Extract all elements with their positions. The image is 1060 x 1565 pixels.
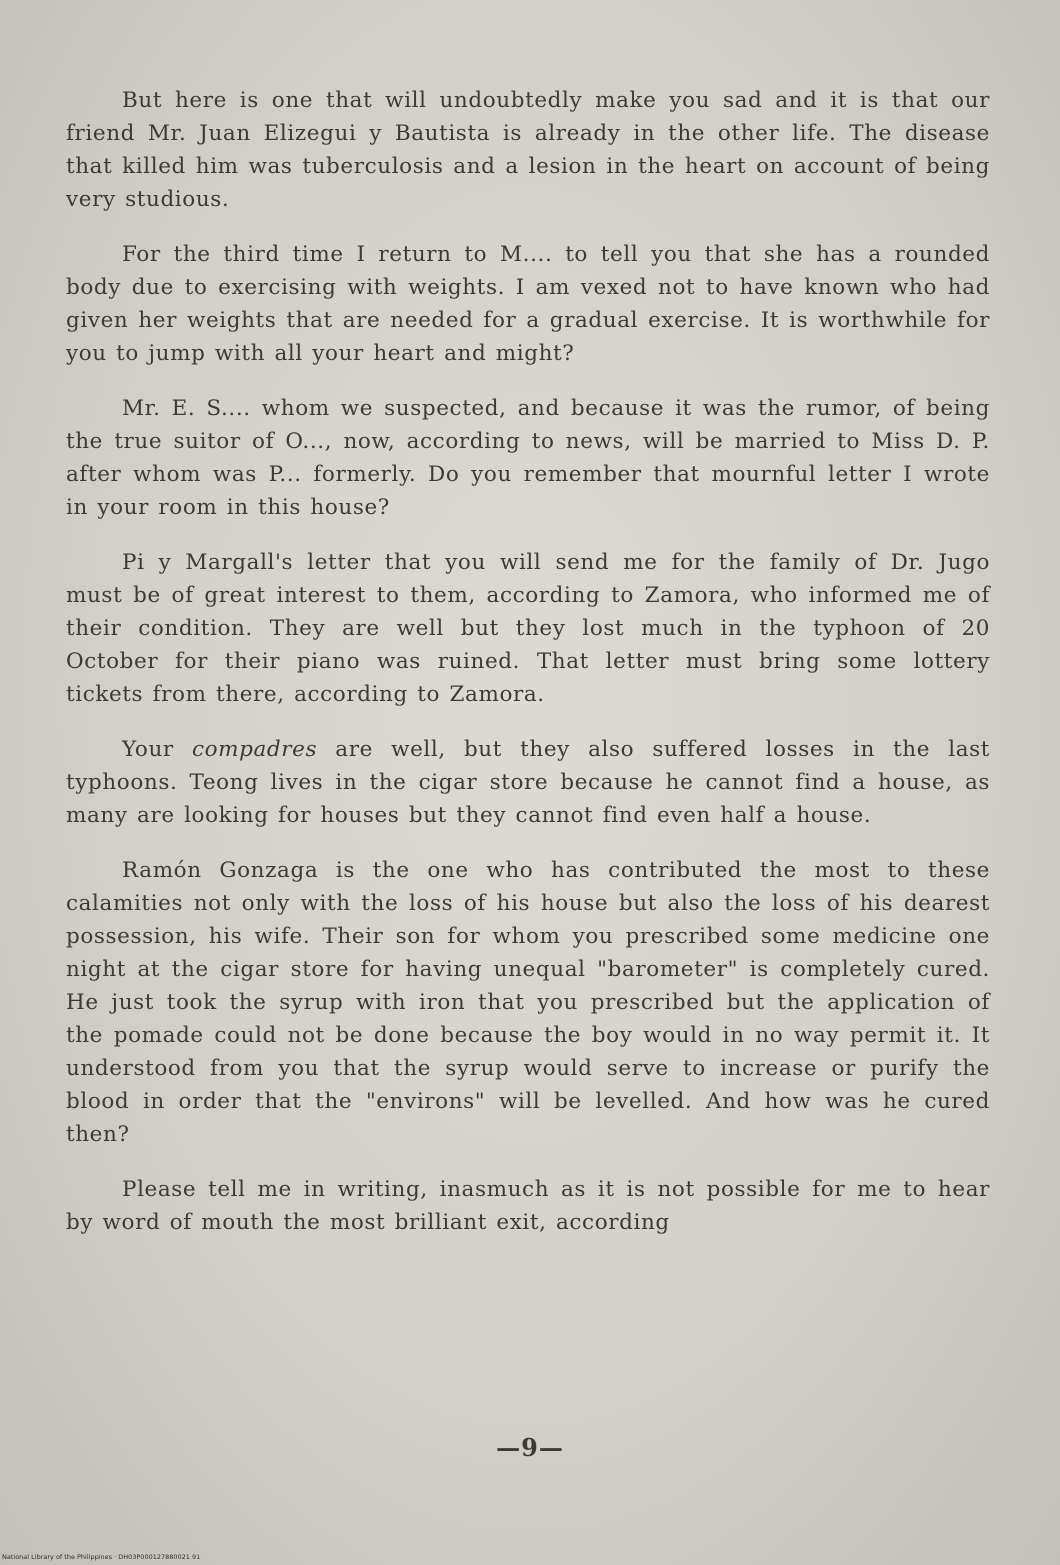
compadres-text-after: are well, but they also suffered losses in the last typhoons. Teong lives in the cigar store because he cannot find a house, as many are looking for houses but they cannot find even half a house. xyxy=(66,737,990,828)
paragraph-gonzaga: Ramón Gonzaga is the one who has contributed the most to these calamities not only with the loss of his house but also the loss of his dearest possession, his wife. Their son for whom you prescribed some medicine one night at the cigar store for having unequal "barometer" is completely cured. He just took the syrup with iron that you prescribed but the application of the pomade could not be done because the boy would in no way permit it. It understood from you that the syrup would serve to increase or purify the blood in order that the "environs" will be levelled. And how was he cured then? xyxy=(66,858,990,1147)
paragraph-compadres xyxy=(66,733,990,832)
compadres-text-before: Your xyxy=(122,737,192,762)
paragraph-suitor: Mr. E. S.... whom we suspected, and because it was the rumor, of being the true suitor of O..., now, according to news, will be married to Miss D. P. after whom was P... formerly. Do you remember that mournful letter I wrote in your room in this house? xyxy=(66,396,990,520)
paragraph-elizegui: But here is one that will undoubtedly make you sad and it is that our friend Mr. Juan Elizegui y Bautista is already in the other life. The disease that killed him was tuberculosis and a lesion in the heart on account of being very studious. xyxy=(66,88,990,212)
scan-credit: National Library of the Philippines · DH03P000127880021 91 xyxy=(2,1553,201,1561)
letter-body xyxy=(66,84,990,1239)
paragraph-weights: For the third time I return to M.... to tell you that she has a rounded body due to exercising with weights. I am vexed not to have known who had given her weights that are needed for a gradual exercise. It is worthwhile for you to jump with all your heart and might? xyxy=(66,242,990,366)
paragraph-please-tell: Please tell me in writing, inasmuch as it is not possible for me to hear by word of mouth the most brilliant exit, according xyxy=(66,1177,990,1235)
page-number: —9— xyxy=(496,1433,564,1462)
compadres-italic-word: compadres xyxy=(191,737,318,762)
paragraph-margall-letter: Pi y Margall's letter that you will send me for the family of Dr. Jugo must be of great interest to them, according to Zamora, who informed me of their condition. They are well but they lost much in the typhoon of 20 October for their piano was ruined. That letter must bring some lottery tickets from there, according to Zamora. xyxy=(66,550,990,707)
